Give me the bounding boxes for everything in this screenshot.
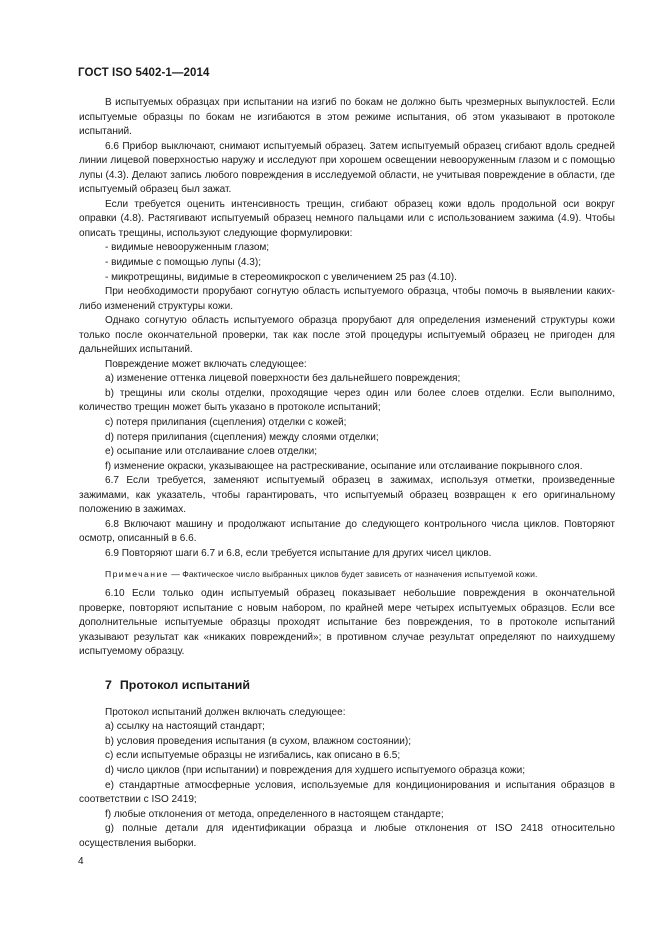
list-item: - микротрещины, видимые в стереомикроскоп с увеличением 25 раз (4.10).: [105, 271, 457, 283]
list-item: g) полные детали для идентификации образца и любые отклонения от ISO 2418 относительно осуществления выборки.: [79, 823, 615, 849]
list-item: e) стандартные атмосферные условия, используемые для кондиционирования и испытания образцов в соответствии с ISO 2419;: [79, 779, 615, 806]
paragraph: При необходимости прорубают согнутую область испытуемого образца, чтобы помочь в выявлении каких-либо изменений структуры кожи.: [79, 286, 615, 312]
note-label: Примечание: [105, 568, 169, 579]
paragraph-6-10: 6.10 Если только один испытуемый образец показывает небольшие повреждения в окончательной проверке, повторяют испытание с новым набором, по крайней мере четырех испытуемых образцов. Если все дополнительные испытуемые образцы проходят испытание без повреждения, то в протоколе испытаний указывают результат как «никаких повреждений»; в противном случае результат определяют по наихудшему испытуемому образцу.: [79, 588, 615, 658]
paragraph: Если требуется оценить интенсивность трещин, сгибают образец кожи вдоль продольной оси вокруг оправки (4.8). Растягивают испытуемый образец немного пальцами или с использованием зажима (4.9). Чтобы описать трещины, используют следующие формулировки:: [79, 198, 615, 239]
list-item: b) трещины или сколы отделки, проходящие через один или более слоев отделки. Если выполнимо, количество трещин может быть указано в протоколе испытаний;: [79, 387, 615, 414]
list-item: a) изменение оттенка лицевой поверхности без дальнейшего повреждения;: [105, 373, 461, 385]
list-item: d) число циклов (при испытании) и повреждения для худшего испытуемого образца кожи;: [105, 764, 526, 776]
paragraph-6-7: 6.7 Если требуется, заменяют испытуемый образец в зажимах, используя отметки, произведенные зажимами, как указатель, чтобы гарантировать, что испытуемый образец возвращен к его оригинальному положению в зажимах.: [79, 475, 615, 516]
paragraph: В испытуемых образцах при испытании на изгиб по бокам не должно быть чрезмерных выпуклостей. Если испытуемые образцы по бокам не изгибаются в этом режиме испытания, об этом указывают в протоколе испытаний.: [79, 97, 615, 138]
note: [79, 567, 615, 582]
list-item: f) любые отклонения от метода, определенного в настоящем стандарте;: [105, 808, 444, 820]
page-number: 4: [78, 856, 84, 867]
list-item: - видимые с помощью лупы (4.3);: [105, 257, 262, 269]
document-header: ГОСТ ISO 5402-1—2014: [78, 67, 210, 79]
paragraph-6-6: 6.6 Прибор выключают, снимают испытуемый образец. Затем испытуемый образец сгибают вдоль средней линии лицевой поверхностью наружу и исследуют при хорошем освещении невооруженным глазом и с помощью лупы (4.3). Делают запись любого повреждения в исследуемой области, не учитывая повреждение в области, где испытуемый образец был зажат.: [79, 140, 615, 196]
paragraph-6-9: 6.9 Повторяют шаги 6.7 и 6.8, если требуется испытание для других чисел циклов.: [105, 547, 492, 559]
paragraph-6-8: 6.8 Включают машину и продолжают испытание до следующего контрольного числа циклов. Повторяют осмотр, описанный в 6.6.: [79, 518, 615, 545]
section-number: 7: [105, 677, 112, 692]
section-heading: [105, 677, 615, 693]
list-item: d) потеря прилипания (сцепления) между слоями отделки;: [105, 431, 379, 443]
list-item: a) ссылку на настоящий стандарт;: [105, 721, 265, 733]
list-item: - видимые невооруженным глазом;: [105, 242, 270, 254]
list-item: c) если испытуемые образцы не изгибались, как описано в 6.5;: [105, 750, 401, 762]
list-item: e) осыпание или отслаивание слоев отделки;: [105, 446, 318, 458]
list-item: c) потеря прилипания (сцепления) отделки с кожей;: [105, 417, 347, 429]
paragraph: Протокол испытаний должен включать следующее:: [105, 706, 346, 718]
list-item: b) условия проведения испытания (в сухом, влажном состоянии);: [105, 735, 412, 747]
document-body: [79, 96, 615, 851]
paragraph: Повреждение может включать следующее:: [105, 358, 307, 370]
section-title: Протокол испытаний: [119, 677, 250, 692]
note-text: — Фактическое число выбранных циклов будет зависеть от назначения испытуемой кожи.: [171, 568, 538, 579]
list-item: f) изменение окраски, указывающее на растрескивание, осыпание или отслаивание покрывного слоя.: [105, 460, 583, 472]
paragraph: Однако согнутую область испытуемого образца прорубают для определения изменений структуры кожи только после окончательной проверки, так как после этой процедуры испытуемый образец не пригоден для дальнейших испытаний.: [79, 315, 615, 356]
